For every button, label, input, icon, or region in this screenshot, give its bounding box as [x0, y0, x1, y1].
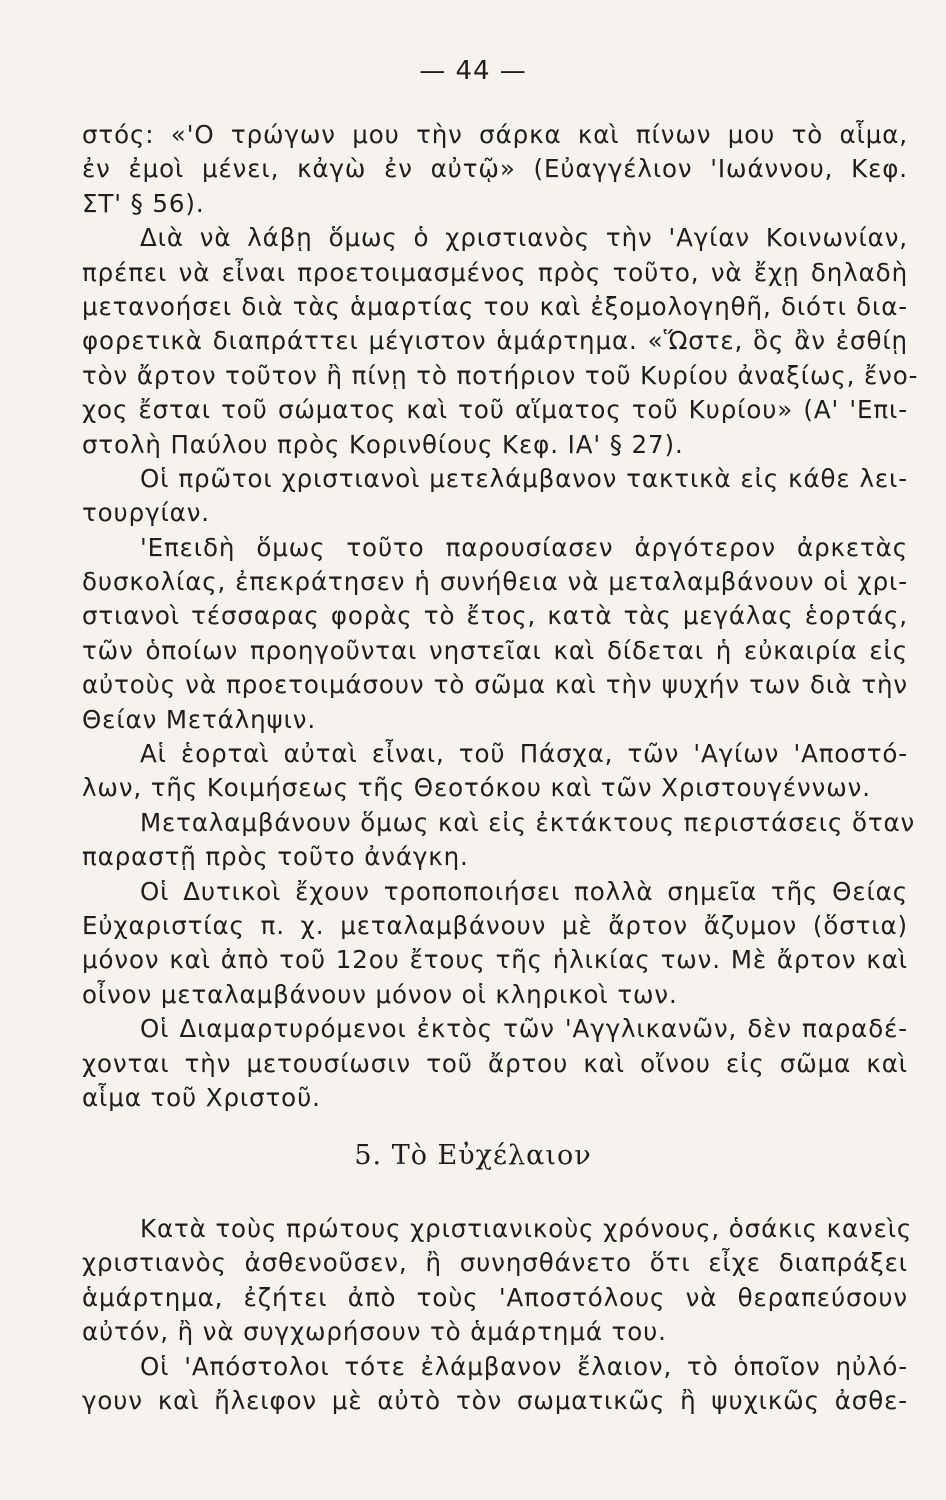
text-line: ἐν ἐμοὶ μένει, κἀγὼ ἐν αὐτῷ» (Εὐαγγέλιον 'Ιωάννου, Κεφ.: [82, 154, 908, 184]
text-line: χος ἔσται τοῦ σώματος καὶ τοῦ αἵματος τοῦ Κυρίου» (Α' 'Επι-: [82, 395, 908, 425]
text-line: ἁμάρτημα, ἐζήτει ἀπὸ τοὺς 'Αποστόλους νὰ θεραπεύσουν: [82, 1282, 908, 1312]
text-line: στιανοὶ τέσσαρας φορὰς τὸ ἔτος, κατὰ τὰς μεγάλας ἑορτάς,: [82, 601, 908, 631]
text-line: μόνον καὶ ἀπὸ τοῦ 12ου ἔτους τῆς ἡλικίας των. Μὲ ἄρτον καὶ: [82, 945, 908, 975]
text-line: τὸν ἄρτον τοῦτον ἢ πίνῃ τὸ ποτήριον τοῦ Κυρίου ἀναξίως, ἔνο-: [82, 360, 919, 390]
text-line: αὐτόν, ἢ νὰ συγχωρήσουν τὸ ἁμάρτημά του.: [82, 1317, 667, 1347]
body-text: [82, 118, 919, 1115]
text-line: Θείαν Μετάληψιν.: [82, 704, 317, 734]
text-line: Οἱ 'Απόστολοι τότε ἐλάμβανον ἔλαιον, τὸ ὁποῖον ηὐλό-: [140, 1351, 908, 1381]
text-line: Μεταλαμβάνουν ὅμως καὶ εἰς ἐκτάκτους περιστάσεις ὅταν: [140, 807, 916, 837]
text-line: Αἱ ἑορταὶ αὐταὶ εἶναι, τοῦ Πάσχα, τῶν 'Αγίων 'Αποστό-: [140, 739, 908, 769]
section-text: [82, 1212, 913, 1418]
text-line: πρέπει νὰ εἶναι προετοιμασμένος πρὸς τοῦτο, νὰ ἔχῃ δηλαδὴ: [82, 257, 908, 287]
text-line: δυσκολίας, ἐπεκράτησεν ἡ συνήθεια νὰ μεταλαμβάνουν οἱ χρι-: [82, 567, 908, 597]
text-line: χονται τὴν μετουσίωσιν τοῦ ἄρτου καὶ οἴνου εἰς σῶμα καὶ: [82, 1048, 908, 1078]
section-title: 5. Τὸ Εὐχέλαιον: [354, 1140, 592, 1171]
text-line: Οἱ πρῶτοι χριστιανοὶ μετελάμβανον τακτικὰ εἰς κάθε λει-: [140, 463, 908, 493]
text-line: μετανοήσει διὰ τὰς ἁμαρτίας του καὶ ἐξομολογηθῆ, διότι δια-: [82, 291, 908, 321]
text-line: γουν καὶ ἤλειφον μὲ αὐτὸ τὸν σωματικῶς ἢ ψυχικῶς ἀσθε-: [82, 1385, 908, 1415]
page-number: — 44 —: [419, 56, 527, 86]
text-line: φορετικὰ διαπράττει μέγιστον ἁμάρτημα. «Ὥστε, ὃς ἂν ἐσθίῃ: [82, 326, 908, 356]
text-line: Εὐχαριστίας π. χ. μεταλαμβάνουν μὲ ἄρτον ἄζυμον (ὅστια): [82, 910, 908, 940]
text-line: τουργίαν.: [82, 498, 210, 528]
text-line: χριστιανὸς ἀσθενοῦσεν, ἢ συνησθάνετο ὅτι εἶχε διαπράξει: [82, 1248, 908, 1278]
text-line: 'Επειδὴ ὅμως τοῦτο παρουσίασεν ἀργότερον ἀρκετὰς: [140, 532, 908, 562]
text-line: αὐτοὺς νὰ προετοιμάσουν τὸ σῶμα καὶ τὴν ψυχήν των διὰ τὴν: [82, 670, 908, 700]
text-line: Κατὰ τοὺς πρώτους χριστιανικοὺς χρόνους, ὁσάκις κανεὶς: [140, 1214, 913, 1243]
text-line: στολὴ Παύλου πρὸς Κορινθίους Κεφ. ΙΑ' § 27).: [82, 429, 684, 459]
text-line: οἶνον μεταλαμβάνουν μόνον οἱ κληρικοὶ των.: [82, 979, 678, 1009]
text-line: Οἱ Διαμαρτυρόμενοι ἐκτὸς τῶν 'Αγγλικανῶν, δὲν παραδέ-: [140, 1014, 908, 1044]
text-line: λων, τῆς Κοιμήσεως τῆς Θεοτόκου καὶ τῶν Χριστουγέννων.: [82, 773, 871, 803]
text-line: Διὰ νὰ λάβῃ ὅμως ὁ χριστιανὸς τὴν 'Αγίαν Κοινωνίαν,: [140, 223, 908, 253]
text-line: Οἱ Δυτικοὶ ἔχουν τροποποιήσει πολλὰ σημεῖα τῆς Θείας: [140, 876, 908, 906]
text-line: παραστῇ πρὸς τοῦτο ἀνάγκη.: [82, 842, 469, 872]
text-line: στός: «'Ο τρώγων μου τὴν σάρκα καὶ πίνων μου τὸ αἷμα,: [82, 120, 908, 149]
text-line: ΣΤ' § 56).: [82, 188, 205, 218]
text-line: τῶν ὁποίων προηγοῦνται νηστεῖαι καὶ δίδεται ἡ εὐκαιρία εἰς: [82, 635, 908, 665]
text-line: αἷμα τοῦ Χριστοῦ.: [82, 1082, 321, 1112]
